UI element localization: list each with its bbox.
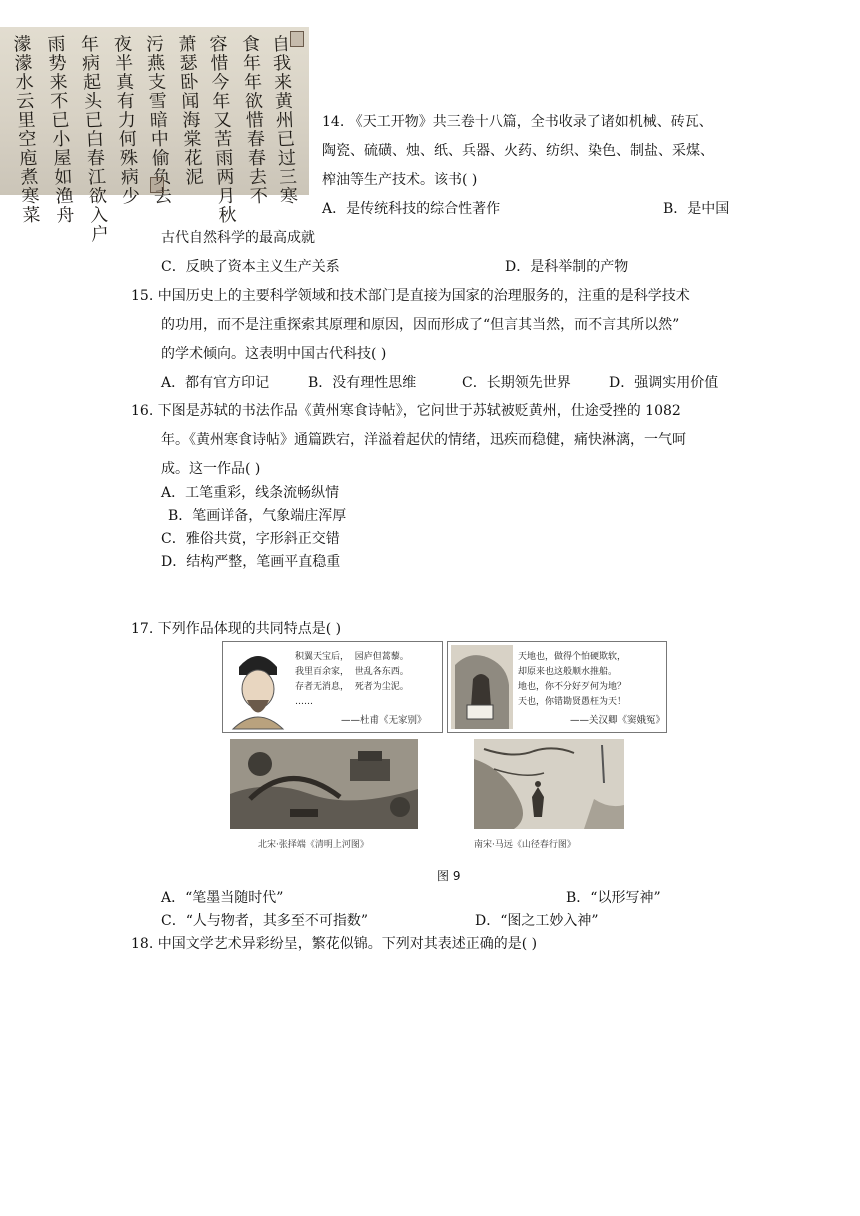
q18-stem: 18. 中国文学艺术异彩纷呈，繁花似锦。下列对其表述正确的是( )	[131, 936, 538, 952]
poem-panel-guanhanqing	[447, 641, 667, 733]
seal-mark	[290, 31, 304, 47]
calligraphy-column: 污燕支雪暗中偷负去	[145, 33, 173, 208]
calligraphy-column: 自我来黄州已过三寒	[271, 33, 299, 208]
q17-option-d[interactable]: D．“图之工妙入神”	[475, 913, 599, 929]
calligraphy-column: 雨势来不已小屋如渔舟	[46, 33, 76, 227]
q15-stem-line: 的学术倾向。这表明中国古代科技( )	[161, 346, 387, 362]
calligraphy-column: 濛濛水云里空庖煮寒菜	[12, 33, 42, 227]
q17-stem: 17. 下列作品体现的共同特点是( )	[131, 621, 342, 637]
poem-guanhanqing-source: ——关汉卿《窦娥冤》	[570, 715, 666, 726]
q15-option-d[interactable]: D．强调实用价值	[609, 375, 719, 391]
q16-option-a[interactable]: A．工笔重彩，线条流畅纵情	[161, 485, 340, 501]
calligraphy-column: 夜半真有力何殊病少	[113, 33, 141, 208]
q14-stem-line: 陶瓷、硫磺、烛、纸、兵器、火药、纺织、染色、制盐、采煤、	[322, 143, 714, 159]
poem-panel-dufu	[222, 641, 443, 733]
q15-option-b[interactable]: B．没有理性思维	[308, 375, 417, 391]
calligraphy-column: 萧瑟卧闻海棠花泥	[177, 33, 205, 189]
q15-stem-line: 的功用，而不是注重探索其原理和原因，因而形成了“但言其当然，而不言其所以然”	[161, 317, 680, 333]
q14-option-b-cont: 古代自然科学的最高成就	[161, 230, 315, 246]
douewan-illustration	[451, 645, 513, 729]
q14-stem-line: 14. 《天工开物》共三卷十八篇，全书收录了诸如机械、砖瓦、	[322, 114, 713, 130]
q15-option-a[interactable]: A．都有官方印记	[161, 375, 270, 391]
q16-option-b[interactable]: B．笔画详备，气象端庄浑厚	[168, 508, 347, 524]
figure-9-label: 图 9	[437, 869, 461, 883]
q15-option-c[interactable]: C．长期领先世界	[462, 375, 571, 391]
shanjing-caption: 南宋·马远《山径春行图》	[474, 840, 576, 850]
q16-option-d[interactable]: D．结构严整，笔画平直稳重	[161, 554, 341, 570]
q15-stem-line: 15. 中国历史上的主要科学领域和技术部门是直接为国家的治理服务的，注重的是科学技术	[131, 288, 690, 304]
poem-guanhanqing-text: 天地也，做得个怕硬欺软， 却原来也这般顺水推船。 地也，你不分好歹何为地？ 天也，你错勘贤愚枉为天！	[518, 652, 627, 707]
q14-option-c[interactable]: C．反映了资本主义生产关系	[161, 259, 340, 275]
figure-9	[222, 641, 666, 851]
q16-stem-line: 16. 下图是苏轼的书法作品《黄州寒食诗帖》，它问世于苏轼被贬黄州，仕途受挫的 1082	[131, 403, 681, 419]
calligraphy-column: 食年年欲惜春春去不	[241, 33, 269, 208]
dufu-portrait	[227, 645, 289, 729]
qingming-painting	[230, 739, 418, 829]
q14-stem-line: 榨油等生产技术。该书( )	[322, 172, 478, 188]
q16-stem-line: 成。这一作品( )	[161, 461, 261, 477]
q17-option-b[interactable]: B．“以形写神”	[566, 890, 661, 906]
q14-option-d[interactable]: D．是科举制的产物	[505, 259, 629, 275]
q16-stem-line: 年。《黄州寒食诗帖》通篇跌宕，洋溢着起伏的情绪，迅疾而稳健，痛快淋漓，一气呵	[161, 432, 686, 448]
q16-option-c[interactable]: C．雅俗共赏，字形斜正交错	[161, 531, 340, 547]
shanjing-painting	[474, 739, 624, 829]
q14-option-a[interactable]: A．是传统科技的综合性著作	[322, 201, 501, 217]
calligraphy-column: 年病起头已白春江欲入户	[80, 33, 110, 246]
qingming-caption: 北宋·张择端《清明上河图》	[258, 840, 369, 850]
q17-option-c[interactable]: C．“人与物者，其多至不可指数”	[161, 913, 369, 929]
poem-dufu-source: ——杜甫《无家别》	[341, 715, 427, 726]
poem-dufu-text: 积翼天宝后， 园庐但蒿藜。 我里百余家， 世乱各东西。 存者无消息， 死者为尘泥。 ……	[295, 652, 409, 707]
q17-option-a[interactable]: A．“笔墨当随时代”	[161, 890, 284, 906]
calligraphy-column: 容惜今年又苦雨两月秋	[208, 33, 238, 227]
seal-mark	[150, 177, 164, 193]
q14-option-b[interactable]: B．是中国	[663, 201, 730, 217]
